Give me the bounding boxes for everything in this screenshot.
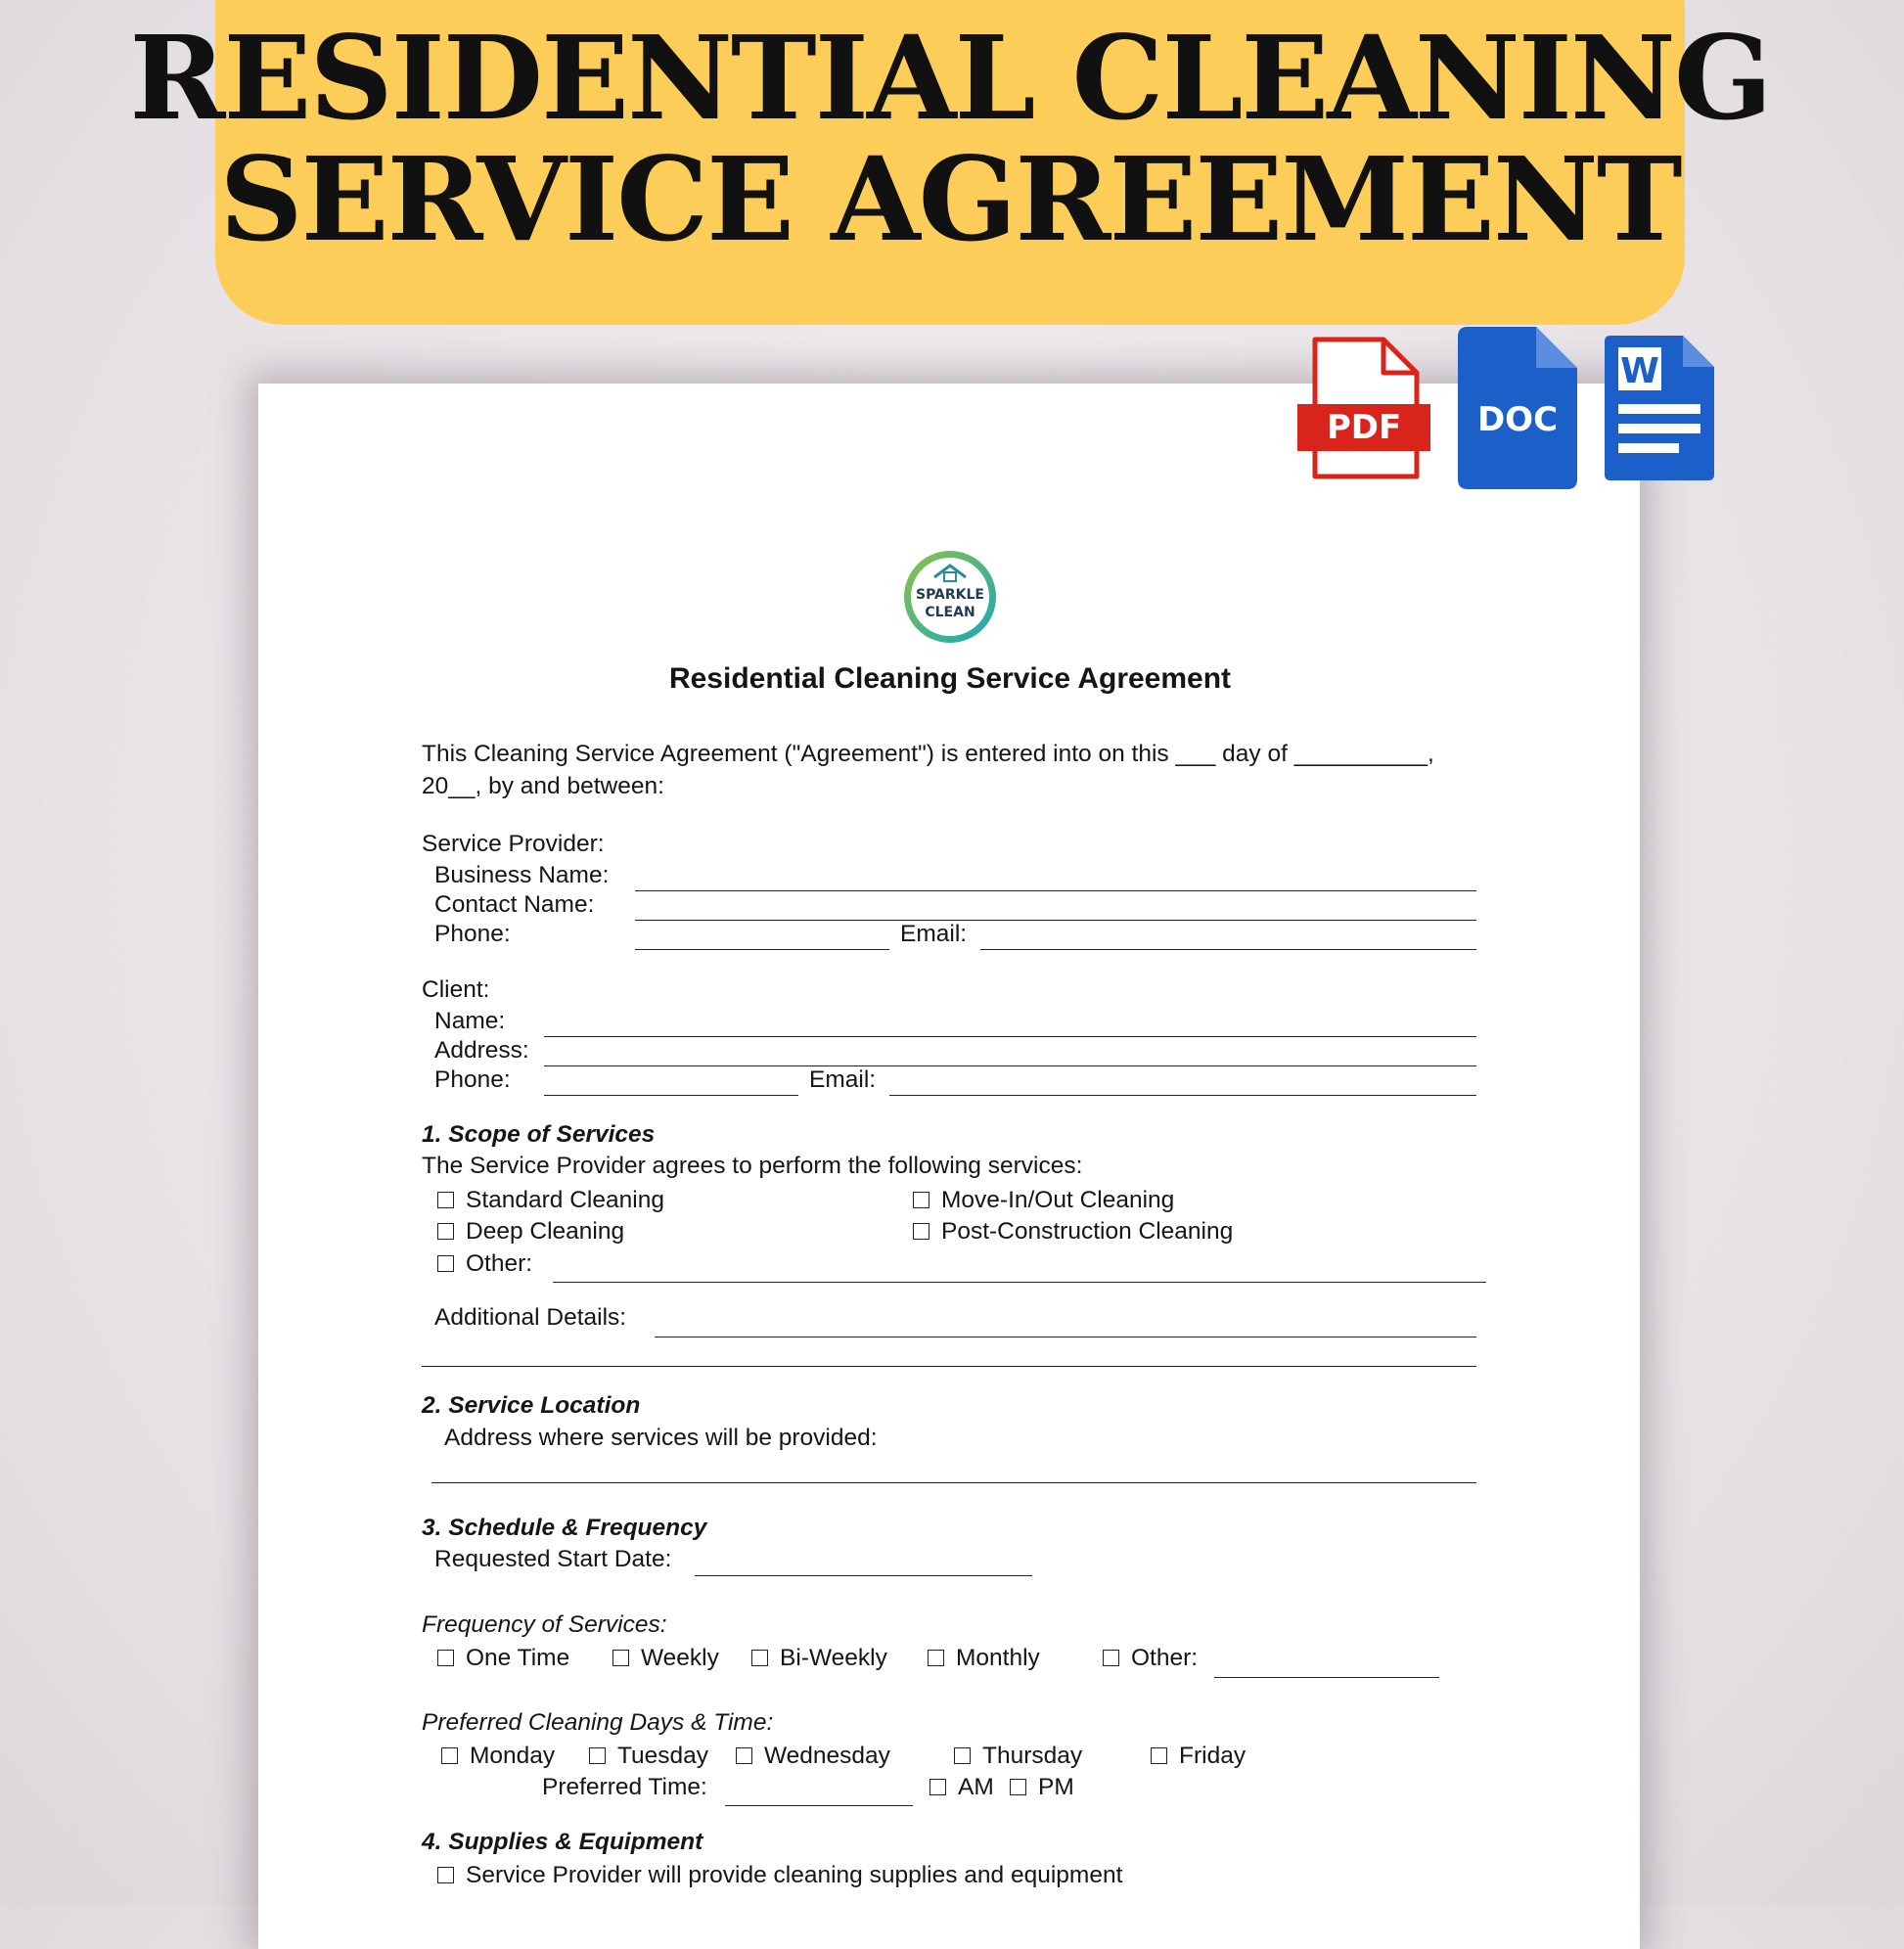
checkbox-friday[interactable]: Friday	[1151, 1742, 1246, 1771]
checkbox-icon	[612, 1650, 629, 1666]
checkbox-move-in-out-cleaning[interactable]: Move-In/Out Cleaning	[913, 1186, 1174, 1215]
checkbox-tuesday[interactable]: Tuesday	[589, 1742, 708, 1771]
provider-phone-field[interactable]	[635, 949, 889, 950]
word-file-icon	[1605, 336, 1714, 480]
intro-line-2: 20__, by and between:	[422, 773, 664, 799]
provider-email-field[interactable]	[980, 949, 1476, 950]
checkbox-thursday[interactable]: Thursday	[954, 1742, 1082, 1771]
checkbox-wednesday[interactable]: Wednesday	[736, 1742, 890, 1771]
location-heading: 2. Service Location	[422, 1392, 641, 1419]
checkbox-scope-other[interactable]: Other:	[437, 1249, 532, 1279]
logo-line-1: SPARKLE	[915, 587, 985, 603]
client-address-field[interactable]	[544, 1065, 1476, 1066]
checkbox-post-construction-cleaning[interactable]: Post-Construction Cleaning	[913, 1217, 1233, 1246]
client-phone-label: Phone:	[434, 1066, 511, 1093]
checkbox-monthly[interactable]: Monthly	[928, 1644, 1040, 1673]
checkbox-icon	[589, 1747, 606, 1764]
pdf-file-icon	[1297, 336, 1430, 480]
provider-heading: Service Provider:	[422, 831, 605, 857]
doc-label: DOC	[1476, 400, 1559, 439]
client-name-field[interactable]	[544, 1036, 1476, 1037]
days-label: Preferred Cleaning Days & Time:	[422, 1709, 774, 1736]
logo-line-2: CLEAN	[925, 605, 975, 620]
banner-title-line-2: SERVICE AGREEMENT	[219, 131, 1681, 267]
checkbox-icon	[913, 1223, 929, 1240]
checkbox-icon	[751, 1650, 768, 1666]
checkbox-icon	[437, 1255, 454, 1272]
service-address-field[interactable]	[431, 1482, 1476, 1483]
provider-email-label: Email:	[900, 921, 968, 947]
banner-title-line-1: RESIDENTIAL CLEANING	[129, 10, 1771, 146]
checkbox-icon	[1151, 1747, 1167, 1764]
additional-details-label: Additional Details:	[434, 1304, 627, 1331]
checkbox-icon	[929, 1779, 946, 1795]
checkbox-icon	[441, 1747, 458, 1764]
scope-heading: 1. Scope of Services	[422, 1121, 656, 1148]
preferred-time-label: Preferred Time:	[542, 1774, 707, 1800]
pdf-label: PDF	[1326, 408, 1402, 447]
checkbox-icon	[1010, 1779, 1026, 1795]
schedule-heading: 3. Schedule & Frequency	[422, 1515, 707, 1541]
checkbox-monday[interactable]: Monday	[441, 1742, 555, 1771]
checkbox-deep-cleaning[interactable]: Deep Cleaning	[437, 1217, 624, 1246]
checkbox-icon	[437, 1867, 454, 1883]
checkbox-icon	[928, 1650, 944, 1666]
intro-line-1: This Cleaning Service Agreement ("Agreement") is entered into on this ___ day of __________,	[422, 741, 1434, 767]
provider-phone-label: Phone:	[434, 921, 511, 947]
checkbox-pm[interactable]: PM	[1010, 1773, 1074, 1802]
start-date-label: Requested Start Date:	[434, 1546, 672, 1572]
frequency-label: Frequency of Services:	[422, 1611, 667, 1638]
checkbox-provider-supplies[interactable]: Service Provider will provide cleaning supplies and equipment	[437, 1861, 1122, 1890]
checkbox-icon	[736, 1747, 752, 1764]
business-name-field[interactable]	[635, 890, 1476, 891]
client-phone-field[interactable]	[544, 1095, 798, 1096]
start-date-field[interactable]	[695, 1575, 1032, 1576]
checkbox-icon	[437, 1223, 454, 1240]
location-label: Address where services will be provided:	[444, 1425, 878, 1451]
checkbox-icon	[437, 1650, 454, 1666]
business-name-label: Business Name:	[434, 862, 610, 888]
title-banner	[129, 0, 1771, 325]
checkbox-bi-weekly[interactable]: Bi-Weekly	[751, 1644, 887, 1673]
checkbox-icon	[1103, 1650, 1119, 1666]
document-title: Residential Cleaning Service Agreement	[668, 662, 1232, 695]
client-heading: Client:	[422, 976, 490, 1003]
supplies-heading: 4. Supplies & Equipment	[422, 1829, 703, 1855]
checkbox-weekly[interactable]: Weekly	[612, 1644, 719, 1673]
checkbox-icon	[913, 1192, 929, 1208]
doc-file-icon	[1458, 327, 1577, 489]
client-name-label: Name:	[434, 1008, 506, 1034]
contact-name-field[interactable]	[635, 920, 1476, 921]
client-address-label: Address:	[434, 1037, 529, 1064]
frequency-other-field[interactable]	[1214, 1677, 1439, 1678]
sparkle-clean-logo	[901, 548, 999, 646]
scope-intro: The Service Provider agrees to perform the following services:	[422, 1153, 1083, 1179]
checkbox-standard-cleaning[interactable]: Standard Cleaning	[437, 1186, 664, 1215]
client-email-label: Email:	[809, 1066, 877, 1093]
checkbox-icon	[437, 1192, 454, 1208]
checkbox-am[interactable]: AM	[929, 1773, 994, 1802]
checkbox-frequency-other[interactable]: Other:	[1103, 1644, 1198, 1673]
preferred-time-field[interactable]	[725, 1805, 913, 1806]
word-letter: W	[1620, 351, 1659, 391]
checkbox-one-time[interactable]: One Time	[437, 1644, 569, 1673]
contact-name-label: Contact Name:	[434, 891, 595, 918]
additional-details-field-line-2[interactable]	[422, 1366, 1476, 1367]
client-email-field[interactable]	[889, 1095, 1476, 1096]
scope-other-field[interactable]	[553, 1282, 1486, 1283]
checkbox-icon	[954, 1747, 971, 1764]
